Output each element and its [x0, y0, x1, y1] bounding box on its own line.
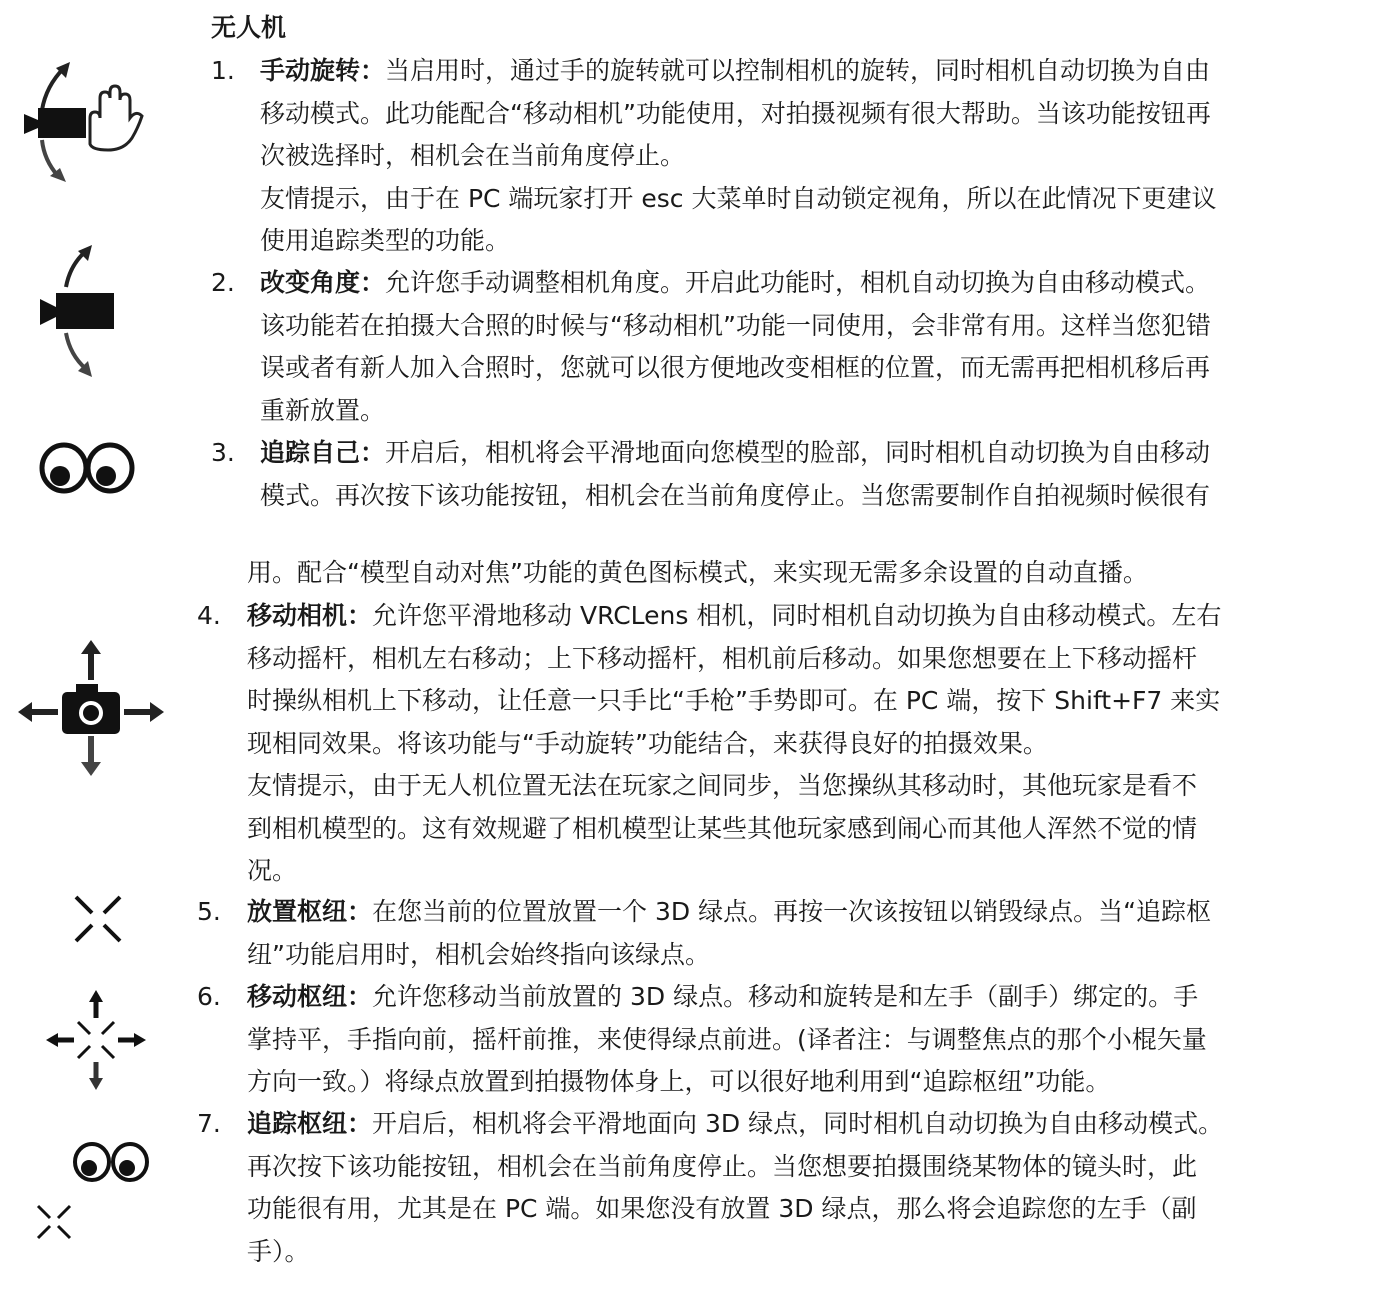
item-number: 1. [211, 56, 235, 85]
section-title: 无人机 [211, 13, 287, 42]
move-pivot-icon [46, 990, 146, 1090]
item-number: 6. [197, 982, 221, 1011]
item-label: 移动相机： [247, 601, 373, 630]
eyes-icon [38, 440, 138, 496]
item-label: 改变角度： [260, 268, 386, 297]
item-number: 4. [197, 601, 221, 630]
item-label: 追踪枢纽： [247, 1109, 373, 1138]
item-number: 7. [197, 1109, 221, 1138]
item-number: 3. [211, 438, 235, 467]
item-number: 5. [197, 897, 221, 926]
rotate-camera-icon [30, 245, 130, 380]
move-camera-icon [18, 640, 164, 780]
item-number: 2. [211, 268, 235, 297]
item-label: 放置枢纽： [247, 897, 373, 926]
track-pivot-icon [32, 1138, 162, 1248]
item-label: 手动旋转： [260, 56, 386, 85]
item-label: 追踪自己： [260, 438, 386, 467]
list-item-continuation: 用。配合“模型自动对焦”功能的黄色图标模式，来实现无需多余设置的自动直播。 [247, 558, 1148, 587]
item-label: 移动枢纽： [247, 982, 373, 1011]
pivot-cross-icon [72, 893, 124, 945]
hand-rotate-camera-icon [20, 58, 150, 188]
